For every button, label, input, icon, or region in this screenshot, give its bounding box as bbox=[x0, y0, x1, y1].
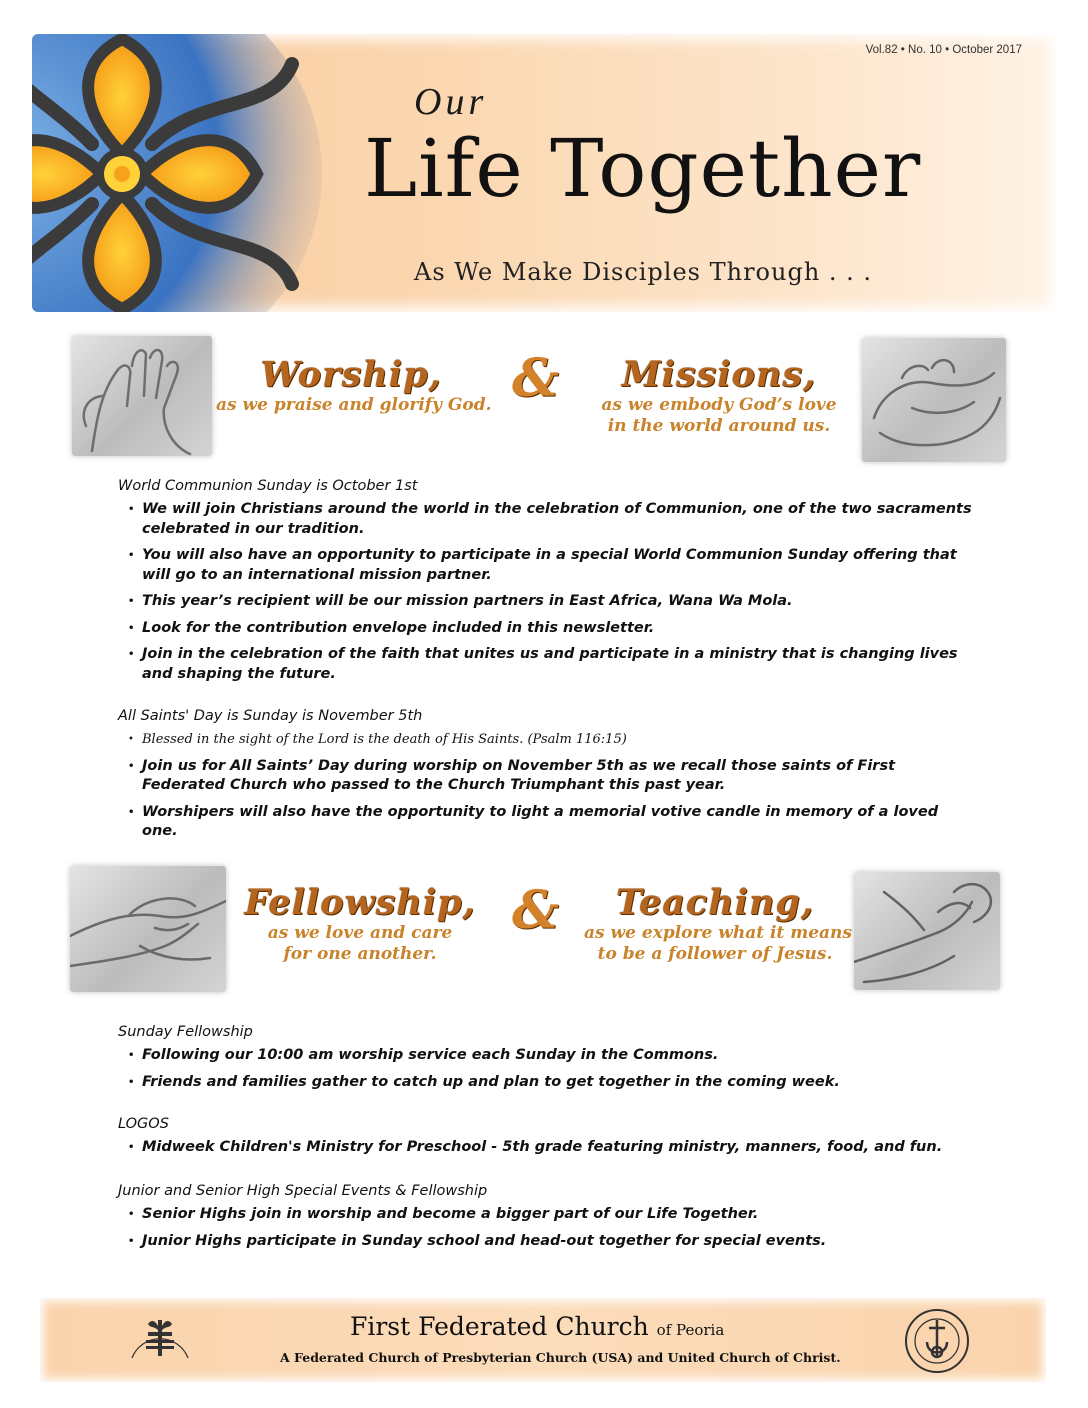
flower-emblem-icon bbox=[32, 34, 332, 312]
issue-info: Vol.82 • No. 10 • October 2017 bbox=[865, 44, 1022, 56]
presbyterian-seal-icon bbox=[118, 1304, 202, 1376]
list-item: • You will also have an opportunity to participate in a special World Communion Sunday offering that will go to an international mission partner. bbox=[118, 546, 978, 585]
bullet-list bbox=[118, 730, 978, 842]
list-item: • Following our 10:00 am worship service each Sunday in the Commons. bbox=[118, 1046, 978, 1066]
praying-hands-photo bbox=[72, 336, 212, 456]
teaching-heading: Teaching, bbox=[615, 882, 815, 923]
world-communion-section bbox=[118, 478, 978, 691]
list-item: • Senior Highs join in worship and become a bigger part of our Life Together. bbox=[118, 1205, 978, 1225]
fellowship-heading-group bbox=[240, 882, 480, 965]
worship-heading-group bbox=[216, 354, 492, 416]
missions-subtitle-line2: in the world around us. bbox=[607, 416, 831, 436]
section-title: Junior and Senior High Special Events & Fellowship bbox=[118, 1183, 488, 1199]
title-prefix: Our bbox=[414, 81, 488, 123]
masthead-banner bbox=[32, 34, 1056, 312]
missions-heading-group bbox=[592, 354, 846, 437]
list-item: • Look for the contribution envelope included in this newsletter. bbox=[118, 619, 978, 639]
worship-heading: Worship, bbox=[260, 354, 442, 395]
list-item: • Join us for All Saints’ Day during worship on November 5th as we recall those saints of First Federated Church who passed to the Church Triumphant this past year. bbox=[118, 757, 978, 796]
list-item: • Friends and families gather to catch up and plan to get together in the coming week. bbox=[118, 1073, 978, 1093]
all-saints-section bbox=[118, 708, 978, 849]
missions-subtitle-line1: as we embody God’s love bbox=[601, 395, 837, 415]
ampersand-bottom: & bbox=[512, 880, 559, 941]
fellowship-subtitle-line1: as we love and care bbox=[267, 923, 453, 943]
list-item: • Worshipers will also have the opportunity to light a memorial votive candle in memory of a loved one. bbox=[118, 803, 978, 842]
youth-events-section bbox=[118, 1183, 978, 1258]
handshake-photo bbox=[70, 866, 226, 992]
scripture-quote: • Blessed in the sight of the Lord is the death of His Saints. (Psalm 116:15) bbox=[118, 730, 978, 750]
section-title: LOGOS bbox=[118, 1116, 169, 1132]
tagline: As We Make Disciples Through . . . bbox=[414, 258, 873, 286]
list-item: • This year’s recipient will be our mission partners in East Africa, Wana Wa Mola. bbox=[118, 592, 978, 612]
child-hand-photo bbox=[854, 872, 1000, 990]
church-name-text: First Federated Church bbox=[350, 1312, 649, 1341]
bullet-list bbox=[118, 1138, 978, 1158]
logos-section bbox=[118, 1116, 978, 1165]
section-title: All Saints' Day is Sunday is November 5th bbox=[118, 708, 423, 724]
church-name bbox=[350, 1312, 724, 1341]
newsletter-title: Life Together bbox=[364, 122, 922, 215]
ampersand-top: & bbox=[512, 348, 559, 409]
sunday-fellowship-section bbox=[118, 1024, 978, 1099]
missions-heading: Missions, bbox=[621, 354, 817, 395]
church-affiliation: A Federated Church of Presbyterian Church (USA) and United Church of Christ. bbox=[280, 1350, 841, 1365]
open-hands-photo bbox=[862, 338, 1006, 462]
ucc-seal-icon bbox=[902, 1306, 972, 1376]
teaching-subtitle-line2: to be a follower of Jesus. bbox=[597, 944, 833, 964]
list-item: • Junior Highs participate in Sunday school and head-out together for special events. bbox=[118, 1232, 978, 1252]
footer-banner bbox=[40, 1298, 1046, 1382]
bullet-list bbox=[118, 500, 978, 684]
bullet-list bbox=[118, 1205, 978, 1251]
teaching-subtitle-line1: as we explore what it means bbox=[584, 923, 852, 943]
section-title: Sunday Fellowship bbox=[118, 1024, 253, 1040]
fellowship-subtitle-line2: for one another. bbox=[283, 944, 437, 964]
worship-subtitle: as we praise and glorify God. bbox=[216, 395, 492, 415]
church-location: of Peoria bbox=[656, 1321, 725, 1339]
list-item: • Midweek Children's Ministry for Preschool - 5th grade featuring ministry, manners, food, and fun. bbox=[118, 1138, 978, 1158]
bullet-list bbox=[118, 1046, 978, 1092]
list-item: • Join in the celebration of the faith that unites us and participate in a ministry that is changing lives and shaping the future. bbox=[118, 645, 978, 684]
list-item: • We will join Christians around the world in the celebration of Communion, one of the two sacraments celebrated in our tradition. bbox=[118, 500, 978, 539]
teaching-heading-group bbox=[584, 882, 852, 965]
fellowship-heading: Fellowship, bbox=[244, 882, 476, 923]
section-title: World Communion Sunday is October 1st bbox=[118, 478, 418, 494]
